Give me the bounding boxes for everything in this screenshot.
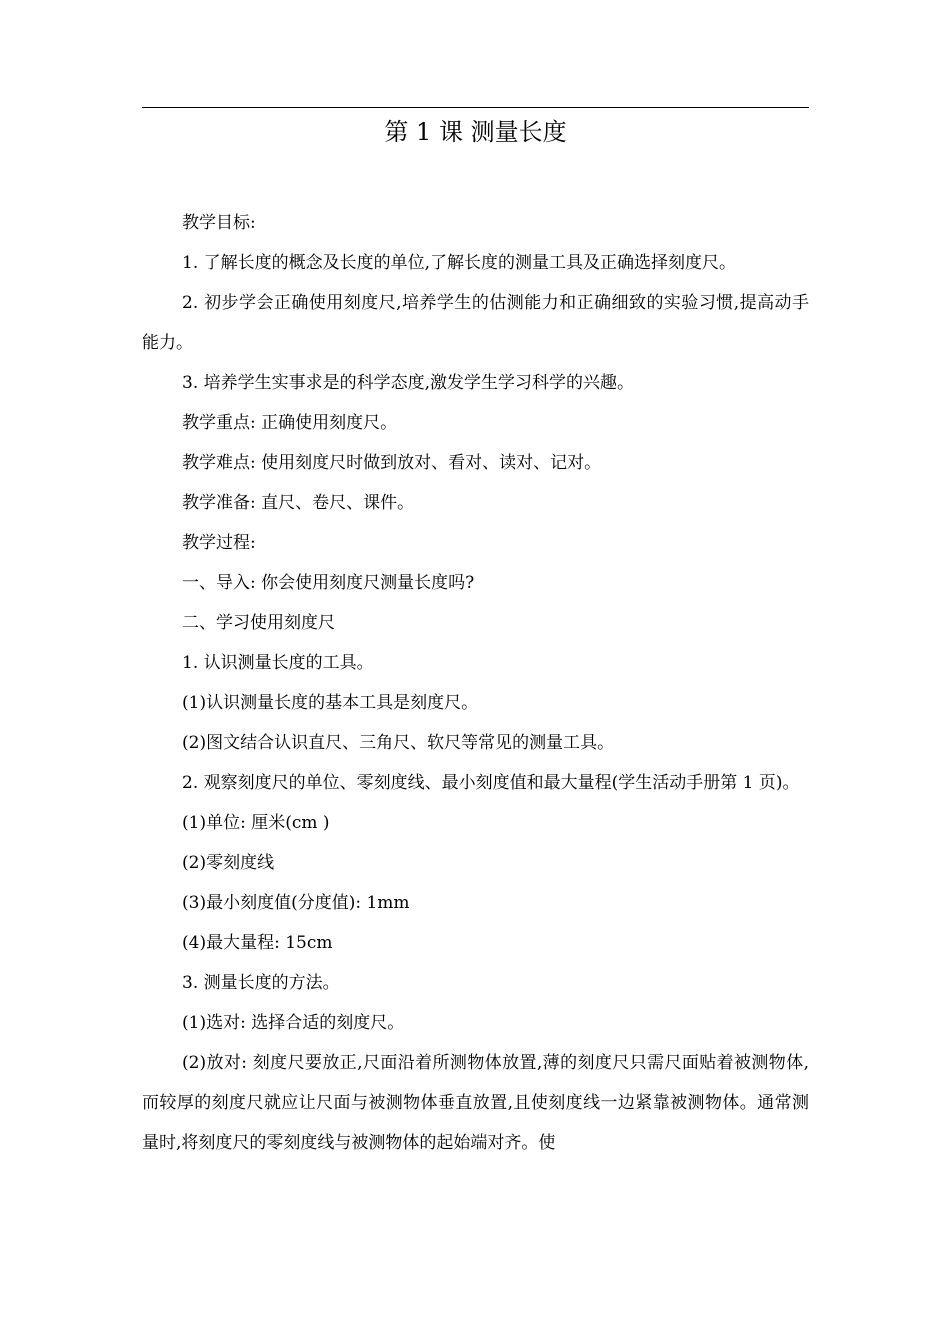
paragraph-objective-2: 2. 初步学会正确使用刻度尺,培养学生的估测能力和正确细致的实验习惯,提高动手能力。	[142, 293, 809, 353]
paragraph-difficulty: 教学难点: 使用刻度尺时做到放对、看对、读对、记对。	[182, 453, 602, 473]
paragraph-item-3: 3. 测量长度的方法。	[182, 973, 340, 993]
paragraph-item-2-2: (2)零刻度线	[182, 853, 275, 873]
document-body	[142, 203, 809, 1163]
paragraph-item-1-2: (2)图文结合认识直尺、三角尺、软尺等常见的测量工具。	[182, 733, 615, 753]
paragraph-item-2-1: (1)单位: 厘米(cm )	[182, 813, 330, 833]
paragraph-section-1: 一、导入: 你会使用刻度尺测量长度吗?	[182, 573, 475, 593]
paragraph-objectives-heading: 教学目标:	[182, 213, 256, 233]
paragraph-item-2: 2. 观察刻度尺的单位、零刻度线、最小刻度值和最大量程(学生活动手册第 1 页)。	[182, 773, 800, 793]
paragraph-item-2-3: (3)最小刻度值(分度值): 1mm	[182, 893, 410, 913]
paragraph-item-3-2: (2)放对: 刻度尺要放正,尺面沿着所测物体放置,薄的刻度尺只需尺面贴着被测物体,而较厚的刻度尺就应让尺面与被测物体垂直放置,且使刻度线一边紧靠被测物体。通常测量时,将刻度尺的零刻度线与被测物体的起始端对齐。使	[142, 1053, 809, 1153]
paragraph-item-3-1: (1)选对: 选择合适的刻度尺。	[182, 1013, 405, 1033]
page-title: 第 1 课 测量长度	[384, 118, 567, 146]
paragraph-section-2: 二、学习使用刻度尺	[182, 613, 335, 633]
paragraph-objective-1: 1. 了解长度的概念及长度的单位,了解长度的测量工具及正确选择刻度尺。	[182, 253, 737, 273]
paragraph-objective-3: 3. 培养学生实事求是的科学态度,激发学生学习科学的兴趣。	[182, 373, 635, 393]
paragraph-item-1-1: (1)认识测量长度的基本工具是刻度尺。	[182, 693, 479, 713]
header-rule	[142, 107, 809, 108]
paragraph-key-point: 教学重点: 正确使用刻度尺。	[182, 413, 398, 433]
paragraph-item-2-4: (4)最大量程: 15cm	[182, 933, 333, 953]
paragraph-item-1: 1. 认识测量长度的工具。	[182, 653, 374, 673]
paragraph-preparation: 教学准备: 直尺、卷尺、课件。	[182, 493, 415, 513]
paragraph-process-heading: 教学过程:	[182, 533, 256, 553]
